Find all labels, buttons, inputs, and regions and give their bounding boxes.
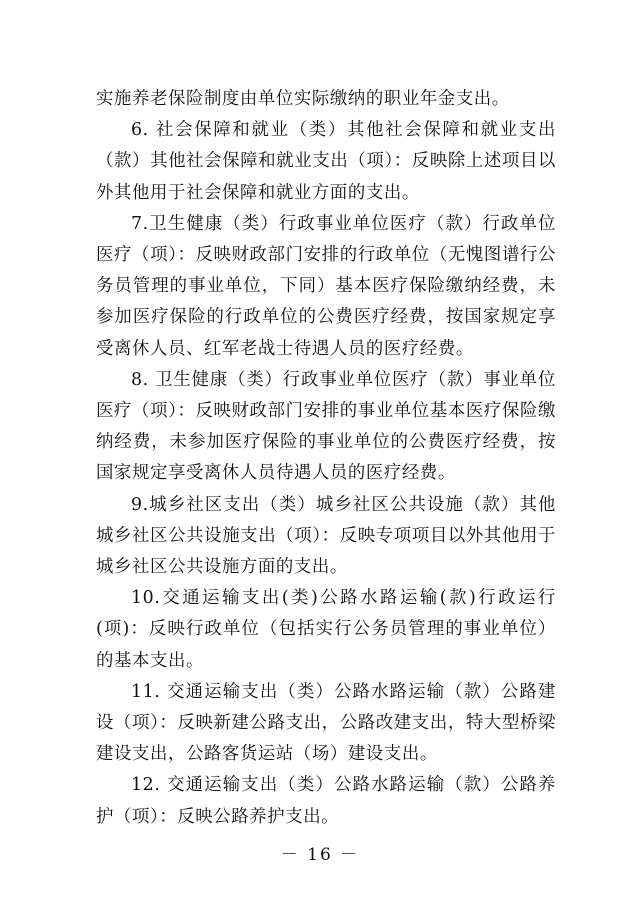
document-body — [96, 84, 556, 833]
paragraph-item-8: 8. 卫生健康（类）行政事业单位医疗（款）事业单位医疗（项）：反映财政部门安排的事业单位基本医疗保险缴纳经费，未参加医疗保险的事业单位的公费医疗经费，按国家规定享受离休人员待遇人员的医疗经费。 — [96, 369, 556, 484]
paragraph-item-6: 6. 社会保障和就业（类）其他社会保障和就业支出（款）其他社会保障和就业支出（项）：反映除上述项目以外其他用于社会保障和就业方面的支出。 — [96, 120, 556, 203]
paragraph-item-11: 11. 交通运输支出（类）公路水路运输（款）公路建设（项）：反映新建公路支出，公路改建支出，特大型桥梁建设支出，公路客货运站（场）建设支出。 — [96, 681, 556, 765]
page-number: － 16 － — [280, 845, 360, 865]
paragraph-item-9: 9.城乡社区支出（类）城乡社区公共设施（款）其他城乡社区公共设施支出（项）：反映专项项目以外其他用于城乡社区公共设施方面的支出。 — [96, 494, 556, 578]
paragraph-continuation: 实施养老保险制度由单位实际缴纳的职业年金支出。 — [96, 89, 510, 109]
paragraph-item-10: 10.交通运输支出(类)公路水路运输(款)行政运行(项)：反映行政单位（包括实行公务员管理的事业单位）的基本支出。 — [96, 588, 556, 671]
paragraph-item-12: 12. 交通运输支出（类）公路水路运输（款）公路养护（项）：反映公路养护支出。 — [96, 775, 556, 827]
paragraph-item-7: 7.卫生健康（类）行政事业单位医疗（款）行政单位医疗（项）：反映财政部门安排的行政单位（无愧图谱行公务员管理的事业单位，下同）基本医疗保险缴纳经费，未参加医疗保险的行政单位的公费医疗经费，按国家规定享受离休人员、红军老战士待遇人员的医疗经费。 — [96, 213, 556, 359]
